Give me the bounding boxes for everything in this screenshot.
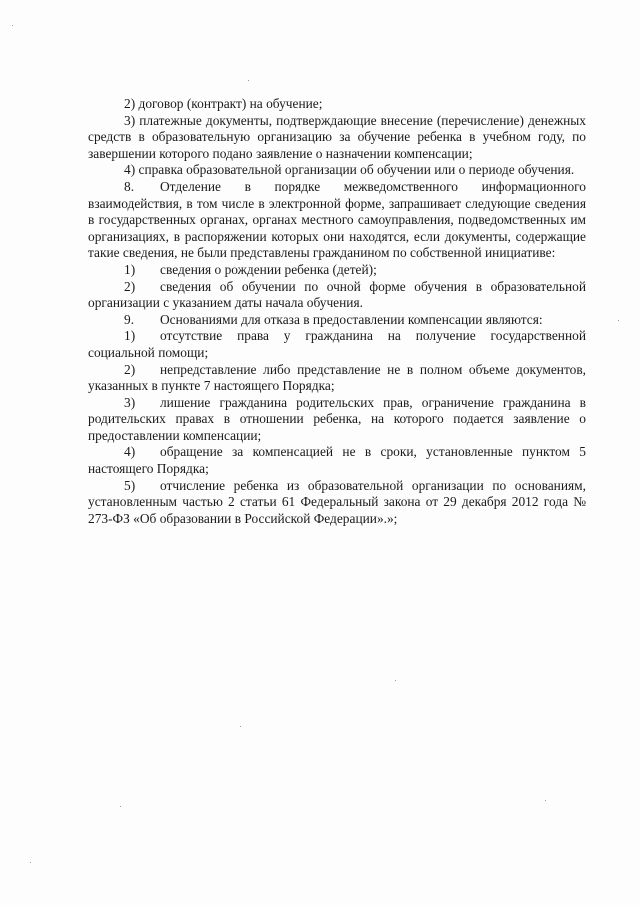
- scan-speck: [395, 680, 396, 681]
- paragraph-item: [88, 395, 586, 445]
- scan-speck: [30, 862, 31, 863]
- paragraph-text: 4) справка образовательной организации об обучении или о периоде обучения.: [124, 162, 575, 178]
- paragraph-item: [88, 279, 586, 312]
- paragraph-item: [88, 113, 586, 163]
- paragraph-text: 2) договор (контракт) на обучение;: [124, 96, 323, 111]
- document-body: [88, 96, 586, 527]
- paragraph-item: [88, 162, 586, 179]
- paragraph-number: 2): [124, 278, 136, 294]
- paragraph-text: непредставление либо представление не в полном объеме документов, указанных в пункте 7 настоящего Порядка;: [88, 361, 586, 394]
- paragraph-item: [88, 179, 586, 262]
- paragraph-text: Основаниями для отказа в предоставлении компенсации являются:: [160, 311, 543, 327]
- paragraph-item: [88, 262, 586, 279]
- paragraph-text: Отделение в порядке межведомственного информационного взаимодействия, в том числе в электронной форме, запрашивает следующие сведения в государственных органах, органах местного самоуправления, подведомственных им организациях, в распоряжении которых они находятся, если документы, содержащие такие сведения, не были представлены гражданином по собственной инициативе:: [88, 178, 586, 261]
- paragraph-text: сведения о рождении ребенка (детей);: [160, 261, 377, 277]
- scan-speck: [240, 726, 241, 727]
- paragraph-text: отсутствие права у гражданина на получение государственной социальной помощи;: [88, 328, 586, 360]
- paragraph-text: отчисление ребенка из образовательной организации по основаниям, установленным частью 2 статьи 61 Федеральный закона от 29 декабря 2012 года № 273-ФЗ «Об образовании в Российской Федерации».»;: [88, 477, 586, 526]
- paragraph-text: сведения об обучении по очной форме обучения в образовательной организации с указанием даты начала обучения.: [88, 278, 586, 311]
- scan-speck: [120, 806, 121, 807]
- paragraph-number: 3): [124, 394, 136, 410]
- paragraph-number: 2): [124, 361, 136, 377]
- paragraph-text: 3) платежные документы, подтверждающие внесение (перечисление) денежных средств в образовательную организацию за обучение ребенка в учебном году, по завершении которого подано заявление о назначении компенсации;: [88, 112, 586, 161]
- paragraph-text: обращение за компенсацией не в сроки, установленные пунктом 5 настоящего Порядка;: [88, 444, 586, 477]
- paragraph-item: [88, 96, 586, 113]
- paragraph-item: [88, 312, 586, 329]
- scan-speck: [545, 800, 546, 801]
- paragraph-number: 4): [124, 444, 136, 460]
- paragraph-item: [88, 444, 586, 477]
- paragraph-number: 8.: [124, 178, 135, 194]
- paragraph-item: [88, 478, 586, 528]
- paragraph-text: лишение гражданина родительских прав, ограничение гражданина в родительских правах в отношении ребенка, на которого подается заявление о предоставлении компенсации;: [88, 394, 586, 443]
- scan-speck: [618, 320, 619, 321]
- paragraph-number: 1): [124, 328, 136, 344]
- paragraph-number: 1): [124, 261, 136, 277]
- paragraph-item: [88, 328, 586, 361]
- scan-speck: [248, 80, 249, 81]
- scan-speck: [12, 25, 13, 26]
- paragraph-item: [88, 362, 586, 395]
- paragraph-number: 5): [124, 477, 136, 493]
- paragraph-number: 9.: [124, 311, 135, 327]
